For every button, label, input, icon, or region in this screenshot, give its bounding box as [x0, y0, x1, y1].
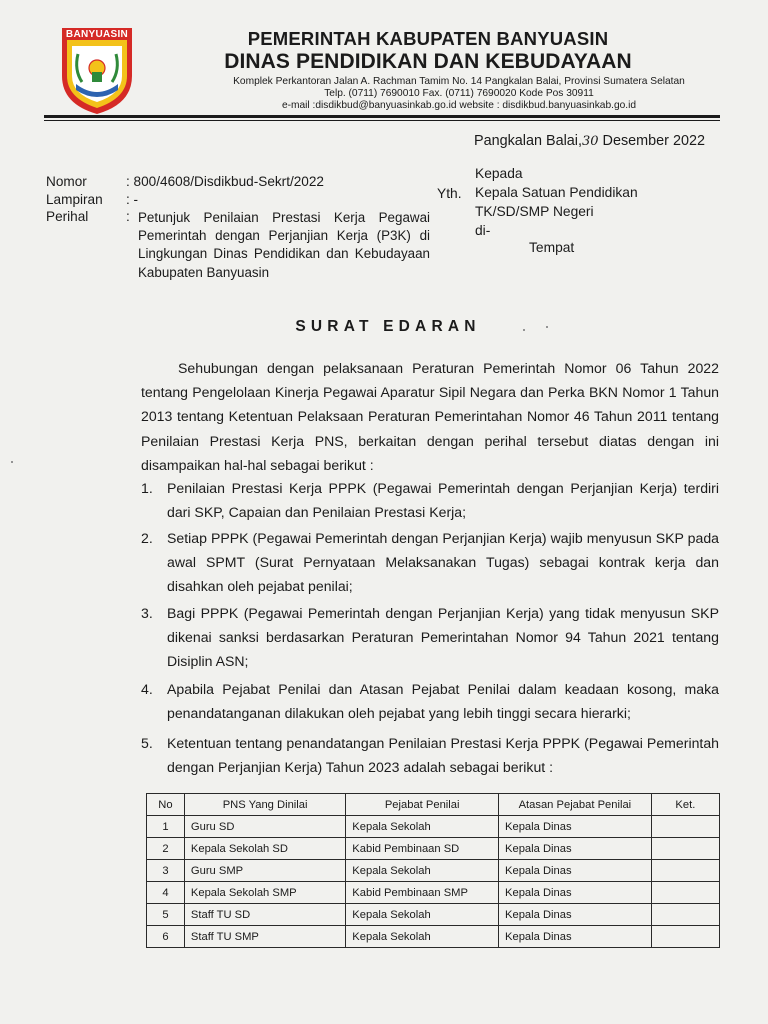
table-header: Atasan Pejabat Penilai — [499, 794, 652, 816]
table-cell: Kepala Sekolah — [346, 860, 499, 882]
lampiran-value: : - — [126, 192, 139, 207]
letterhead-rule-thin — [44, 120, 720, 121]
table-header: Ket. — [651, 794, 719, 816]
table-cell — [651, 860, 719, 882]
table-cell: Kepala Dinas — [499, 904, 652, 926]
table-header: PNS Yang Dinilai — [184, 794, 345, 816]
table-cell: 1 — [147, 816, 185, 838]
letter-title: SURAT EDARAN — [295, 318, 481, 335]
letterhead-contact: e-mail :disdikbud@banyuasinkab.go.id website : disdikbud.banyuasinkab.go.id — [281, 100, 637, 111]
table-cell — [651, 838, 719, 860]
list-item-text: Ketentuan tentang penandatangan Penilaian Prestasi Kerja PPPK (Pegawai Pemerintah dengan Perjanjian Kerja) Tahun 2023 adalah sebagai berikut : — [167, 735, 719, 776]
table-cell: Kepala Dinas — [499, 816, 652, 838]
perihal-label: Perihal — [46, 209, 89, 224]
table-cell: Kabid Pembinaan SD — [346, 838, 499, 860]
table-cell: 4 — [147, 882, 185, 904]
table-cell: 2 — [147, 838, 185, 860]
table-cell: Staff TU SD — [184, 904, 345, 926]
list-item-number: 4. — [141, 681, 153, 697]
recipient-block — [475, 164, 638, 240]
table-cell — [651, 882, 719, 904]
list-item-number: 3. — [141, 605, 153, 621]
letterhead-government: PEMERINTAH KABUPATEN BANYUASIN — [247, 28, 609, 49]
table-header: No — [147, 794, 185, 816]
table-row — [147, 926, 720, 948]
table-cell: Kepala Sekolah SMP — [184, 882, 345, 904]
recipient-line2: TK/SD/SMP Negeri — [475, 204, 594, 219]
list-item-number: 1. — [141, 480, 153, 496]
table-cell: Kepala Sekolah SD — [184, 838, 345, 860]
table-cell: 5 — [147, 904, 185, 926]
table-cell — [651, 926, 719, 948]
table-cell: 3 — [147, 860, 185, 882]
recipient-yth: Yth. — [437, 186, 462, 201]
table-cell: Guru SMP — [184, 860, 345, 882]
table-row — [147, 904, 720, 926]
table-cell: Kepala Dinas — [499, 926, 652, 948]
table-cell — [651, 904, 719, 926]
table-cell: Staff TU SMP — [184, 926, 345, 948]
table-cell: Kepala Sekolah — [346, 926, 499, 948]
list-item-text: Penilaian Prestasi Kerja PPPK (Pegawai Pemerintah dengan Perjanjian Kerja) terdiri dari SKP, Capaian dan Penilaian Prestasi Kerja; — [167, 480, 719, 521]
list-item-text: Setiap PPPK (Pegawai Pemerintah dengan Perjanjian Kerja) wajib menyusun SKP pada awal SPMT (Surat Pernyataan Melaksanakan Tugas) sebagai kontrak kerja dan disahkan oleh pejabat penilai; — [167, 530, 719, 595]
date-place: Pangkalan Balai, — [474, 133, 583, 149]
date-day-handwritten: 30 — [582, 134, 599, 149]
nomor-value: : 800/4608/Disdikbud-Sekrt/2022 — [126, 174, 324, 189]
date-month-year: Desember 2022 — [598, 133, 705, 149]
table-cell: Kepala Dinas — [499, 860, 652, 882]
table-cell: 6 — [147, 926, 185, 948]
table-row — [147, 816, 720, 838]
recipient-tempat: Tempat — [529, 240, 575, 255]
recipient-kepada: Kepada — [475, 166, 523, 181]
table-header: Pejabat Penilai — [346, 794, 499, 816]
logo-caption: BANYUASIN — [65, 29, 129, 40]
table-row — [147, 882, 720, 904]
letterhead-phone: Telp. (0711) 7690010 Fax. (0711) 7690020 Kode Pos 30911 — [324, 88, 594, 99]
scan-speck — [546, 326, 548, 328]
intro-paragraph: Sehubungan dengan pelaksanaan Peraturan Pemerintah Nomor 06 Tahun 2022 tentang Pengelolaan Kinerja Pegawai Aparatur Sipil Negara dan Perka BKN Nomor 1 Tahun 2013 tentang Ketentuan Pelaksaan Peraturan Pemerintahan Nomor 46 Tahun 2011 tentang Penilaian Prestasi Kerja PNS, berkaitan dengan perihal tersebut diatas dengan ini disampaikan hal-hal sebagai berikut : — [141, 360, 719, 473]
table-cell: Kepala Dinas — [499, 838, 652, 860]
letterhead-office: DINAS PENDIDIKAN DAN KEBUDAYAAN — [224, 50, 632, 73]
signatory-table — [146, 793, 720, 948]
table-cell: Guru SD — [184, 816, 345, 838]
table-cell: Kepala Sekolah — [346, 816, 499, 838]
list-item-text: Bagi PPPK (Pegawai Pemerintah dengan Perjanjian Kerja) yang tidak menyusun SKP dikenai sanksi berdasarkan Peraturan Pemerintahan Nomor 94 Tahun 2021 tentang Disiplin ASN; — [167, 605, 719, 670]
table-header-row — [147, 794, 720, 816]
list-item-number: 2. — [141, 530, 153, 546]
scan-speck — [523, 329, 525, 331]
table-cell: Kepala Dinas — [499, 882, 652, 904]
recipient-line1: Kepala Satuan Pendidikan — [475, 185, 638, 200]
list-item-text: Apabila Pejabat Penilai dan Atasan Pejabat Penilai dalam keadaan kosong, maka penandatanganan dilakukan oleh pejabat yang lebih tinggi secara hierarki; — [167, 681, 719, 722]
table-cell — [651, 816, 719, 838]
letter-date — [474, 133, 705, 149]
letterhead-address: Komplek Perkantoran Jalan A. Rachman Tamim No. 14 Pangkalan Balai, Provinsi Sumatera Selatan — [233, 76, 685, 87]
table-cell: Kabid Pembinaan SMP — [346, 882, 499, 904]
list-item-number: 5. — [141, 735, 153, 751]
nomor-label: Nomor — [46, 174, 87, 189]
table-cell: Kepala Sekolah — [346, 904, 499, 926]
letterhead-rule-thick — [44, 115, 720, 118]
table-row — [147, 860, 720, 882]
perihal-colon: : — [126, 209, 130, 224]
scan-speck — [11, 461, 13, 463]
recipient-line3: di- — [475, 223, 491, 238]
lampiran-label: Lampiran — [46, 192, 103, 207]
perihal-value: Petunjuk Penilaian Prestasi Kerja Pegawai Pemerintah dengan Perjanjian Kerja (P3K) di Lingkungan Dinas Pendidikan dan Kebudayaan Kabupaten Banyuasin — [138, 210, 430, 280]
table-row — [147, 838, 720, 860]
